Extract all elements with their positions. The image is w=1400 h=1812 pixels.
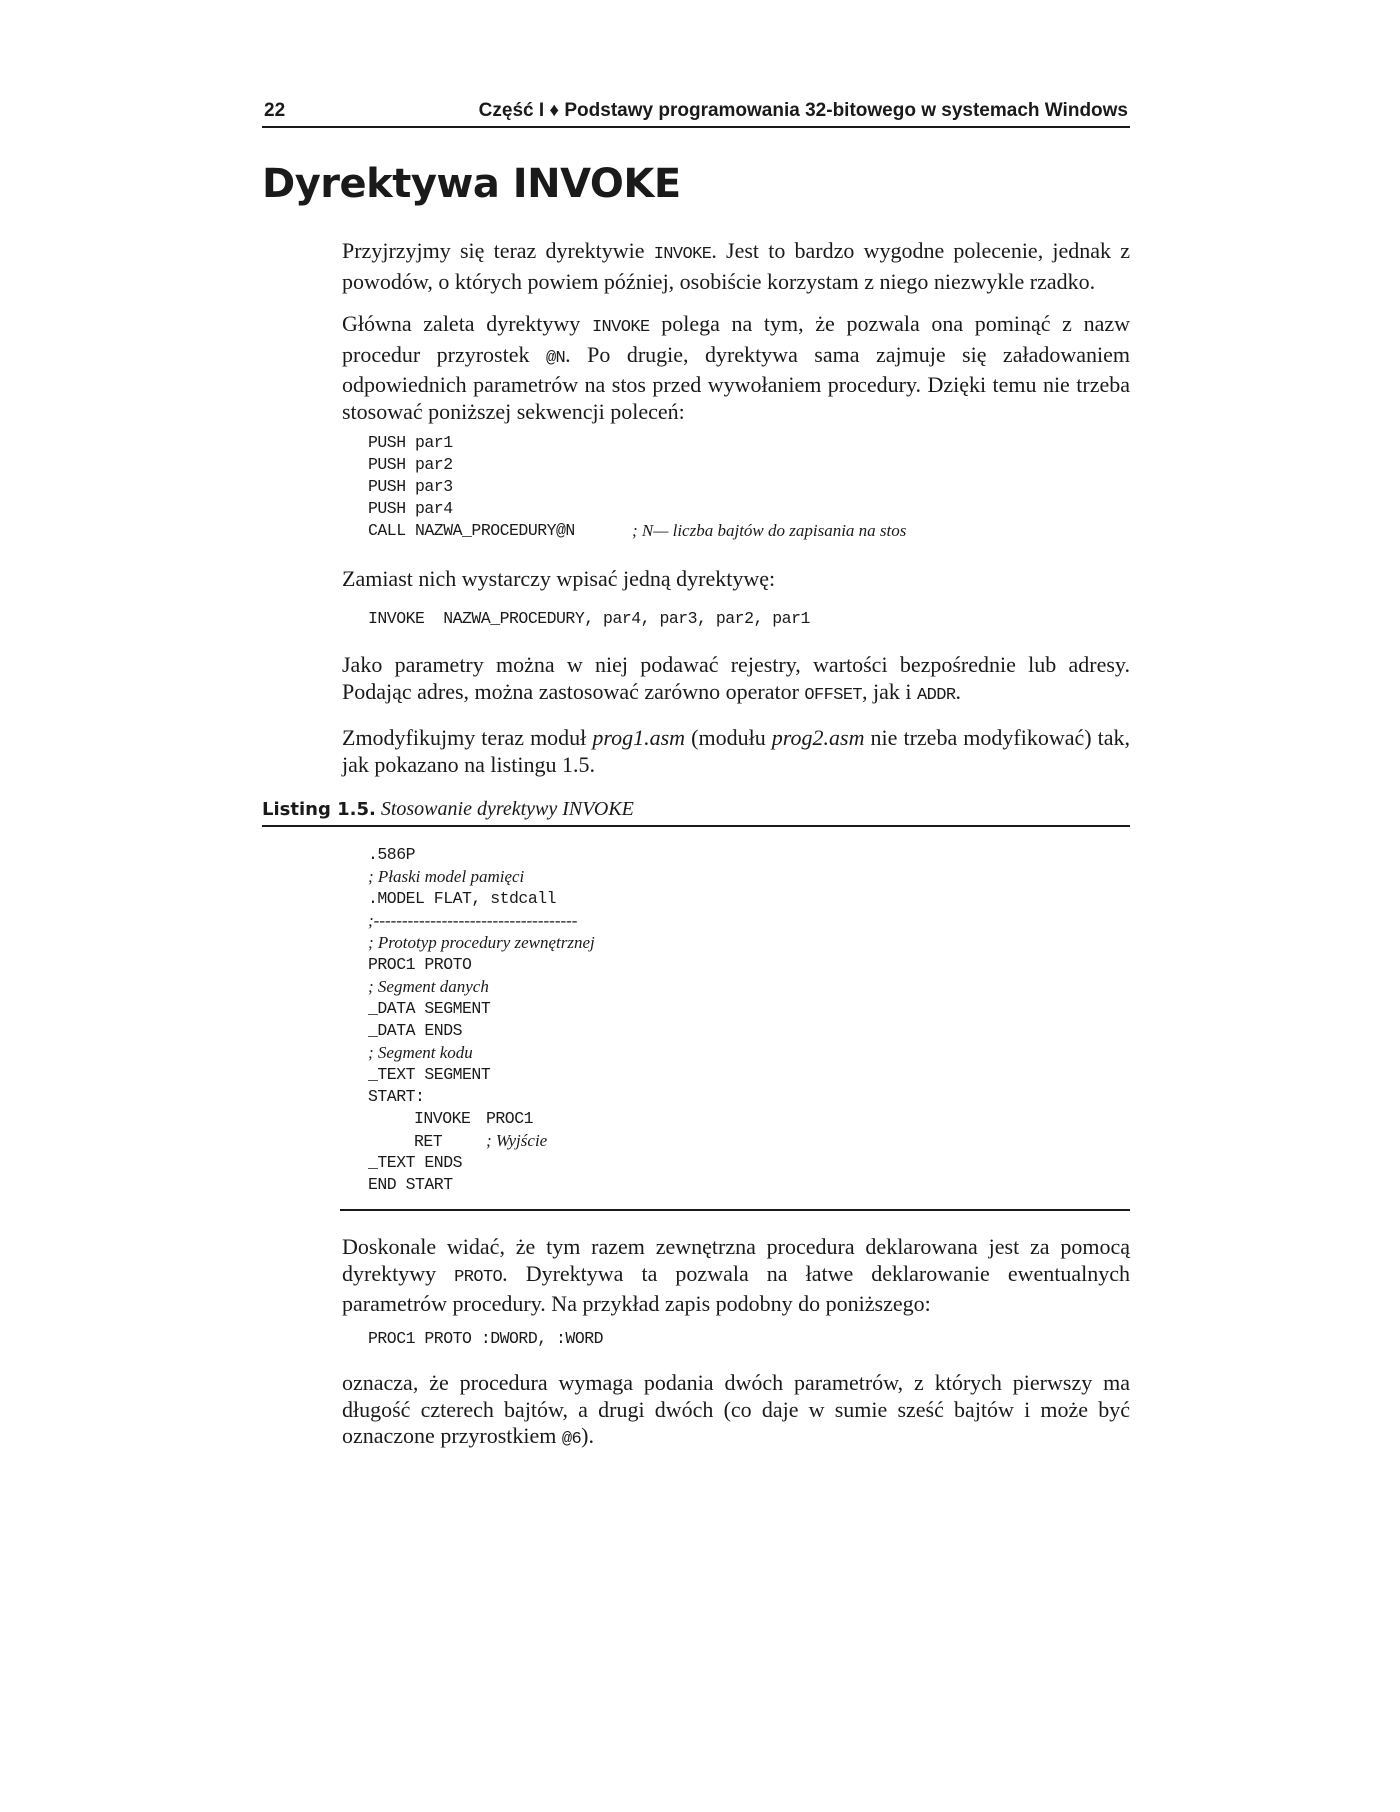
paragraph-params xyxy=(342,652,1130,709)
code-line: _TEXT SEGMENT xyxy=(368,1065,491,1084)
code-line: INVOKE NAZWA_PROCEDURY, par4, par3, par2, par1 xyxy=(368,609,810,628)
code-line: _TEXT ENDS xyxy=(368,1153,463,1172)
code-line: PUSH par3 xyxy=(368,477,453,496)
code-line-call xyxy=(368,520,907,542)
code-line: PUSH par1 xyxy=(368,433,453,452)
code-line: .586P xyxy=(368,845,416,864)
paragraph-text xyxy=(342,1234,1130,1318)
code-line-ret xyxy=(368,1130,595,1152)
code-line: END START xyxy=(368,1175,453,1194)
text-run: oznacza, że procedura wymaga podania dwóch parametrów, z których pierwszy ma długość czterech bajtów, a drugi dwóch (co daje w sumie sześć bajtów i może być oznaczone przyrostkiem xyxy=(342,1370,1130,1448)
invoke-arg: PROC1 xyxy=(486,1109,534,1128)
inline-code: PROTO xyxy=(454,1267,503,1287)
code-line: PUSH par4 xyxy=(368,499,453,518)
text-run: Zmodyfikujmy teraz moduł xyxy=(342,725,593,750)
listing-caption xyxy=(262,798,1130,827)
text-run: Przyjrzyjmy się teraz dyrektywie xyxy=(342,238,654,263)
paragraph-text xyxy=(342,652,1130,709)
listing-title: Stosowanie dyrektywy INVOKE xyxy=(380,798,634,820)
paragraph-text xyxy=(342,311,1130,425)
section-title: Dyrektywa INVOKE xyxy=(262,161,681,207)
proto-example-code xyxy=(368,1328,603,1350)
text-run: Główna zaleta dyrektywy xyxy=(342,311,592,336)
paragraph-advantage xyxy=(342,311,1130,425)
text-run: Jako parametry można w niej podawać rejestry, wartości bezpośrednie lub adresy. Podając adres, można zastosować zarówno operator xyxy=(342,652,1130,704)
ret-comment: ; Wyjście xyxy=(486,1131,548,1150)
page-number: 22 xyxy=(264,100,286,121)
code-line: _DATA SEGMENT xyxy=(368,999,491,1018)
text-run: ). xyxy=(581,1423,594,1448)
inline-code: INVOKE xyxy=(653,245,712,264)
text-run: . Dyrektywa ta pozwala na łatwe deklarowanie ewentualnych parametrów procedury. Na przykład zapis podobny do poniższego: xyxy=(342,1260,1130,1316)
file-name: prog2.asm xyxy=(771,725,865,750)
text-run: nie trzeba modyfikować) tak, jak pokazano na listingu 1.5. xyxy=(342,725,1131,777)
paragraph-proto xyxy=(342,1234,1130,1318)
push-sequence-code xyxy=(368,432,907,542)
text-run: , jak i xyxy=(862,678,918,704)
paragraph-intro xyxy=(342,238,1130,295)
code-line-invoke xyxy=(368,1108,595,1130)
code-comment: ; Segment kodu xyxy=(368,1043,473,1062)
listing-end-rule xyxy=(340,1209,1130,1211)
text-run: Doskonale widać, że tym razem zewnętrzna procedura deklarowana jest za pomocą dyrektywy xyxy=(342,1234,1130,1286)
paragraph-text xyxy=(342,238,1130,295)
code-comment: ; Płaski model pamięci xyxy=(368,867,525,886)
running-head xyxy=(262,100,1130,128)
invoke-example-code xyxy=(368,608,810,630)
code-line: .MODEL FLAT, stdcall xyxy=(368,889,557,908)
call-comment: ; N— liczba bajtów do zapisania na stos xyxy=(632,521,907,540)
paragraph-modify xyxy=(342,725,1130,778)
inline-code: @6 xyxy=(561,1430,582,1449)
code-line: PROC1 PROTO :DWORD, :WORD xyxy=(368,1329,604,1348)
code-comment: ; Segment danych xyxy=(368,977,489,996)
code-line: PROC1 PROTO xyxy=(368,955,472,974)
invoke-op: INVOKE xyxy=(414,1109,471,1128)
text-run: . Po drugie, dyrektywa sama zajmuje się załadowaniem odpowiednich parametrów na stos przed wywołaniem procedury. Dzięki temu nie trzeba stosować poniższej sekwencji poleceń: xyxy=(342,341,1130,424)
inline-code: @N xyxy=(545,348,566,368)
ret-op: RET xyxy=(414,1132,443,1151)
code-comment: ; Prototyp procedury zewnętrznej xyxy=(368,933,595,952)
text-run: . xyxy=(955,678,961,704)
running-title: Część I ♦ Podstawy programowania 32-bitowego w systemach Windows xyxy=(478,100,1128,121)
text-run: . Jest to bardzo wygodne polecenie, jednak z powodów, o których powiem później, osobiście korzystam z niego niezwykle rzadko. xyxy=(342,238,1130,294)
paragraph-text xyxy=(342,1370,1130,1454)
code-line: _DATA ENDS xyxy=(368,1021,463,1040)
code-line: START: xyxy=(368,1087,425,1106)
code-comment: ;------------------------------------ xyxy=(368,911,578,930)
listing-code xyxy=(368,844,595,1196)
paragraph-text xyxy=(342,725,1130,778)
inline-code: OFFSET xyxy=(804,685,863,705)
paragraph-proto-meaning xyxy=(342,1370,1130,1454)
inline-code: INVOKE xyxy=(591,318,650,337)
code-line: PUSH par2 xyxy=(368,455,453,474)
file-name: prog1.asm xyxy=(592,725,686,750)
text-run: (modułu xyxy=(685,725,772,750)
paragraph-text: Zamiast nich wystarczy wpisać jedną dyrektywę: xyxy=(342,566,776,591)
paragraph-instead xyxy=(342,566,1130,593)
call-instruction: CALL NAZWA_PROCEDURY@N xyxy=(368,521,575,540)
inline-code: ADDR xyxy=(917,685,956,705)
text-run: polega na tym, że pozwala ona pominąć z nazw procedur przyrostek xyxy=(342,311,1130,367)
listing-label: Listing 1.5. xyxy=(262,799,376,820)
